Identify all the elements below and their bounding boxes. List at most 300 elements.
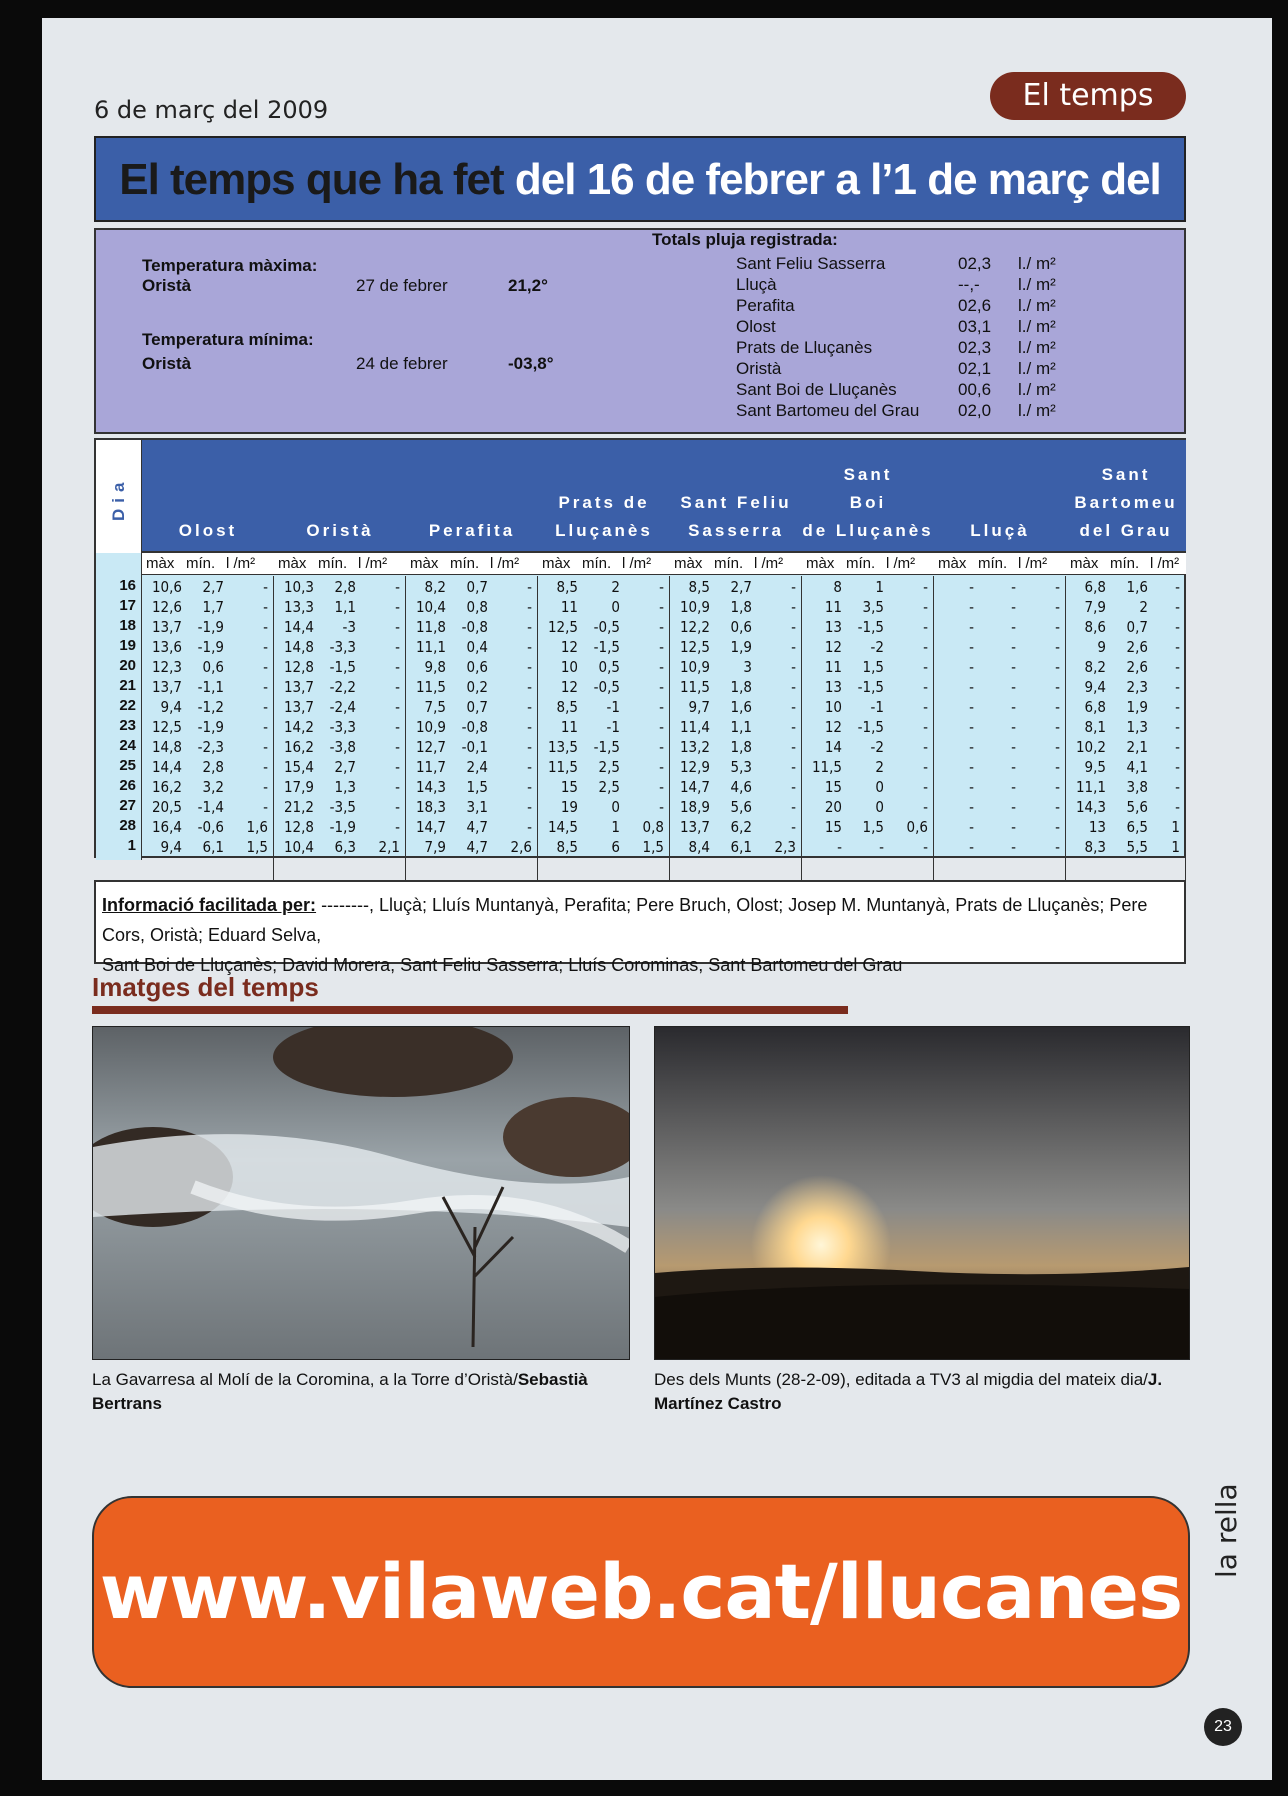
table-cell: - xyxy=(659,698,664,716)
table-cell: 4,6 xyxy=(730,778,752,796)
table-cell: - xyxy=(1055,578,1060,596)
table-cell: - xyxy=(1175,778,1180,796)
table-cell: 2,1 xyxy=(378,838,400,856)
page-number: 23 xyxy=(1204,1708,1242,1746)
table-cell: - xyxy=(1175,638,1180,656)
table-cell: - xyxy=(527,598,532,616)
table-cell: 13,5 xyxy=(547,738,578,756)
table-cell: - xyxy=(1011,618,1016,636)
table-cell: 12,7 xyxy=(415,738,446,756)
table-cell: 10,6 xyxy=(151,578,182,596)
table-cell: - xyxy=(263,598,268,616)
table-cell: 6 xyxy=(611,838,620,856)
table-cell: 9 xyxy=(1097,638,1106,656)
table-cell: 10,9 xyxy=(415,718,446,736)
table-cell: - xyxy=(395,638,400,656)
table-cell: 9,4 xyxy=(160,838,182,856)
table-row xyxy=(142,698,1186,719)
table-cell: 13,7 xyxy=(283,698,314,716)
subheader-label: màx xyxy=(806,555,835,572)
table-cell: 0 xyxy=(611,598,620,616)
table-row xyxy=(142,718,1186,739)
table-cell: 13,3 xyxy=(283,598,314,616)
station-header-row xyxy=(142,440,1186,553)
table-cell: - xyxy=(969,698,974,716)
day-label: 22 xyxy=(119,697,136,714)
table-cell: 8 xyxy=(833,578,842,596)
table-cell: 11 xyxy=(560,598,578,616)
table-cell: 0,6 xyxy=(466,658,488,676)
table-cell: 0,8 xyxy=(642,818,664,836)
table-cell: - xyxy=(1055,818,1060,836)
table-cell: 6,8 xyxy=(1084,698,1106,716)
table-cell: 5,5 xyxy=(1126,838,1148,856)
table-cell: 11,5 xyxy=(679,678,710,696)
table-cell: -1,5 xyxy=(857,718,884,736)
table-cell: - xyxy=(1055,738,1060,756)
table-cell: 14,3 xyxy=(415,778,446,796)
table-cell: 1,5 xyxy=(642,838,664,856)
table-cell: 1,8 xyxy=(730,738,752,756)
table-row xyxy=(142,758,1186,779)
table-cell: 11,5 xyxy=(811,758,842,776)
table-cell: - xyxy=(659,678,664,696)
table-row xyxy=(142,618,1186,639)
table-cell: 2 xyxy=(1139,598,1148,616)
table-cell: 13 xyxy=(824,618,842,636)
table-cell: 1,6 xyxy=(246,818,268,836)
left-caption-credit: Sebastià Bertrans xyxy=(92,1370,588,1413)
table-cell: - xyxy=(527,578,532,596)
table-cell: - xyxy=(527,818,532,836)
rain-row xyxy=(736,359,1256,380)
table-cell: - xyxy=(527,798,532,816)
rain-row xyxy=(736,317,1256,338)
table-cell: 2,8 xyxy=(334,578,356,596)
day-label: 24 xyxy=(119,737,136,754)
table-cell: 21,2 xyxy=(283,798,314,816)
subheader-label: mín. xyxy=(186,555,216,572)
subheader-label: l /m² xyxy=(490,555,520,572)
table-cell: - xyxy=(923,778,928,796)
table-cell: 0,4 xyxy=(466,638,488,656)
table-cell: - xyxy=(659,718,664,736)
table-cell: 2,5 xyxy=(598,758,620,776)
table-cell: 1,6 xyxy=(730,698,752,716)
info-line2: Sant Boi de Lluçanès; David Morera, Sant Feliu Sasserra; Lluís Corominas, Sant Bartomeu del Grau xyxy=(102,955,903,975)
table-cell: - xyxy=(969,758,974,776)
table-cell: 6,1 xyxy=(730,838,752,856)
table-row xyxy=(142,638,1186,659)
rain-unit: l./ m² xyxy=(1018,317,1056,336)
table-cell: 4,7 xyxy=(466,838,488,856)
rain-place: Perafita xyxy=(736,296,795,315)
table-cell: - xyxy=(263,578,268,596)
max-temp-place: Oristà xyxy=(142,276,192,295)
table-cell: - xyxy=(1011,718,1016,736)
table-cell: 14,4 xyxy=(283,618,314,636)
max-temp-date: 27 de febrer xyxy=(356,276,448,295)
table-cell: - xyxy=(1011,738,1016,756)
table-cell: 0,7 xyxy=(466,578,488,596)
dia-header xyxy=(96,440,142,553)
day-label: 19 xyxy=(119,637,136,654)
station-name: Lluçà xyxy=(970,521,1030,540)
right-caption-credit: J. Martínez Castro xyxy=(654,1370,1163,1413)
table-row xyxy=(142,838,1186,859)
table-cell: 2,5 xyxy=(598,778,620,796)
table-cell: - xyxy=(659,738,664,756)
max-temp-label: Temperatura màxima: xyxy=(142,256,318,275)
rain-place: Sant Boi de Lluçanès xyxy=(736,380,897,399)
table-cell: 1,5 xyxy=(862,658,884,676)
table-cell: - xyxy=(659,778,664,796)
table-cell: - xyxy=(791,818,796,836)
table-cell: - xyxy=(923,698,928,716)
table-cell: 12 xyxy=(824,718,842,736)
table-cell: - xyxy=(527,678,532,696)
weather-table xyxy=(94,438,1186,858)
rain-row xyxy=(736,254,1256,275)
table-cell: 14,7 xyxy=(679,778,710,796)
table-cell: - xyxy=(1011,678,1016,696)
page-title xyxy=(94,136,1186,222)
rain-place: Sant Feliu Sasserra xyxy=(736,254,886,273)
summary-box xyxy=(94,228,1186,434)
info-line1: --------, Lluçà; Lluís Muntanyà, Perafita; Pere Bruch, Olost; Josep M. Muntanyà, Prats de Lluçanès; Pere Cors, Oristà; Eduard Selva, xyxy=(102,895,1148,945)
table-row xyxy=(142,678,1186,699)
table-cell: 11 xyxy=(824,658,842,676)
table-cell: - xyxy=(1011,758,1016,776)
table-cell: 0 xyxy=(875,778,884,796)
table-cell: 11,1 xyxy=(1075,778,1106,796)
table-cell: - xyxy=(969,658,974,676)
table-cell: -1,9 xyxy=(197,638,224,656)
table-cell: - xyxy=(969,838,974,856)
table-cell: 18,9 xyxy=(679,798,710,816)
table-cell: - xyxy=(969,638,974,656)
table-cell: 19 xyxy=(560,798,578,816)
table-cell: - xyxy=(1011,578,1016,596)
table-cell: -3,8 xyxy=(329,738,356,756)
table-cell: 13 xyxy=(824,678,842,696)
table-cell: -1 xyxy=(606,698,620,716)
table-cell: 10,9 xyxy=(679,598,710,616)
table-cell: - xyxy=(923,718,928,736)
rain-value: 02,0 xyxy=(958,401,992,420)
table-cell: 13,7 xyxy=(151,618,182,636)
table-cell: 2,7 xyxy=(334,758,356,776)
info-box xyxy=(94,880,1186,975)
table-cell: - xyxy=(263,638,268,656)
right-caption-text: Des dels Munts (28-2-09), editada a TV3 al migdia del mateix dia/ xyxy=(654,1370,1148,1389)
table-cell: - xyxy=(395,798,400,816)
left-caption-text: La Gavarresa al Molí de la Coromina, a la Torre d’Oristà/ xyxy=(92,1370,518,1389)
table-cell: - xyxy=(395,678,400,696)
rain-unit: l./ m² xyxy=(1018,338,1056,357)
table-cell: 14,8 xyxy=(283,638,314,656)
rain-unit: l./ m² xyxy=(1018,359,1056,378)
table-cell: 4,7 xyxy=(466,818,488,836)
table-cell: - xyxy=(923,658,928,676)
station-name: Perafita xyxy=(428,521,516,540)
table-cell: 3,1 xyxy=(466,798,488,816)
table-cell: 1,7 xyxy=(202,598,224,616)
day-column xyxy=(96,553,142,860)
table-cell: - xyxy=(1011,698,1016,716)
table-cell: 12,5 xyxy=(151,718,182,736)
table-cell: 1,3 xyxy=(1126,718,1148,736)
table-cell: -2,3 xyxy=(197,738,224,756)
table-cell: - xyxy=(969,738,974,756)
table-row xyxy=(142,598,1186,619)
table-cell: 7,9 xyxy=(424,838,446,856)
table-cell: 5,6 xyxy=(730,798,752,816)
table-cell: 8,6 xyxy=(1084,618,1106,636)
table-cell: - xyxy=(1055,698,1060,716)
rain-title: Totals pluja registrada: xyxy=(652,230,838,249)
rain-value: 02,3 xyxy=(958,338,992,357)
table-cell: 0,6 xyxy=(202,658,224,676)
table-cell: 0,6 xyxy=(906,818,928,836)
table-cell: - xyxy=(263,798,268,816)
table-cell: 3,8 xyxy=(1126,778,1148,796)
table-cell: - xyxy=(1011,778,1016,796)
rain-value: 02,3 xyxy=(958,254,992,273)
rain-value: 00,6 xyxy=(958,380,992,399)
table-cell: - xyxy=(395,618,400,636)
table-row xyxy=(142,738,1186,759)
table-cell: - xyxy=(527,778,532,796)
table-cell: 11,7 xyxy=(415,758,446,776)
table-cell: 1 xyxy=(1171,838,1180,856)
day-label: 20 xyxy=(119,657,136,674)
section-rule xyxy=(92,1006,848,1014)
subheader-label: mín. xyxy=(450,555,480,572)
table-cell: 15,4 xyxy=(283,758,314,776)
table-cell: 3,5 xyxy=(862,598,884,616)
table-cell: -1,5 xyxy=(857,678,884,696)
table-cell: 12,6 xyxy=(151,598,182,616)
table-cell: - xyxy=(395,778,400,796)
table-cell: - xyxy=(1175,578,1180,596)
table-cell: - xyxy=(263,758,268,776)
table-cell: 10,4 xyxy=(415,598,446,616)
rain-value: --,- xyxy=(958,275,980,294)
table-cell: - xyxy=(923,638,928,656)
min-temp-place: Oristà xyxy=(142,354,192,373)
table-cell: 1 xyxy=(611,818,620,836)
table-cell: 1,8 xyxy=(730,598,752,616)
day-label: 17 xyxy=(119,597,136,614)
table-cell: 10,2 xyxy=(1075,738,1106,756)
table-cell: - xyxy=(969,818,974,836)
table-cell: - xyxy=(1011,598,1016,616)
table-cell: - xyxy=(659,618,664,636)
table-cell: 15 xyxy=(824,818,842,836)
table-cell: 10 xyxy=(560,658,578,676)
table-cell: -1,1 xyxy=(197,678,224,696)
table-cell: 11,4 xyxy=(679,718,710,736)
table-cell: - xyxy=(923,618,928,636)
table-cell: - xyxy=(837,838,842,856)
subheader-label: l /m² xyxy=(226,555,256,572)
table-cell: - xyxy=(659,598,664,616)
table-cell: - xyxy=(969,718,974,736)
table-cell: - xyxy=(1175,698,1180,716)
table-cell: 9,5 xyxy=(1084,758,1106,776)
table-cell: 1,1 xyxy=(730,718,752,736)
table-cell: - xyxy=(923,838,928,856)
title-dark-part: El temps que ha fet xyxy=(119,155,504,204)
table-cell: -1,5 xyxy=(329,658,356,676)
table-cell: 2,8 xyxy=(202,758,224,776)
subheader-label: mín. xyxy=(714,555,744,572)
table-cell: 12 xyxy=(560,638,578,656)
table-cell: 0,7 xyxy=(1126,618,1148,636)
subheader-label: mín. xyxy=(1110,555,1140,572)
table-cell: - xyxy=(1055,838,1060,856)
rain-place: Prats de Lluçanès xyxy=(736,338,873,357)
table-cell: 14,2 xyxy=(283,718,314,736)
table-cell: 2,4 xyxy=(466,758,488,776)
right-caption xyxy=(654,1368,1190,1416)
station-name: Sant Bartomeu del Grau xyxy=(1074,465,1178,540)
table-cell: - xyxy=(791,598,796,616)
table-cell: -1,4 xyxy=(197,798,224,816)
table-cell: - xyxy=(791,618,796,636)
station-name: Sant Boi de Lluçanès xyxy=(802,465,934,540)
table-cell: - xyxy=(969,618,974,636)
table-cell: - xyxy=(263,698,268,716)
min-temp-date: 24 de febrer xyxy=(356,354,448,373)
table-cell: 7,9 xyxy=(1084,598,1106,616)
table-cell: 6,8 xyxy=(1084,578,1106,596)
table-cell: -3,5 xyxy=(329,798,356,816)
rain-place: Oristà xyxy=(736,359,782,378)
subheader-label: mín. xyxy=(846,555,876,572)
table-cell: 20 xyxy=(824,798,842,816)
table-cell: 0 xyxy=(611,798,620,816)
table-cell: 10,3 xyxy=(283,578,314,596)
table-cell: - xyxy=(527,718,532,736)
table-cell: -1 xyxy=(606,718,620,736)
table-cell: - xyxy=(659,658,664,676)
table-cell: -1,5 xyxy=(593,738,620,756)
table-cell: 3,2 xyxy=(202,778,224,796)
table-cell: 14 xyxy=(824,738,842,756)
table-cell: - xyxy=(1011,658,1016,676)
table-cell: 14,7 xyxy=(415,818,446,836)
rain-row xyxy=(736,401,1256,422)
website-ad-link[interactable]: www.vilaweb.cat/llucanes xyxy=(92,1496,1190,1688)
table-cell: 1,8 xyxy=(730,678,752,696)
table-cell: 6,1 xyxy=(202,838,224,856)
table-cell: 1,9 xyxy=(1126,698,1148,716)
table-cell: - xyxy=(1055,598,1060,616)
section-badge: El temps xyxy=(990,72,1186,120)
table-cell: - xyxy=(791,678,796,696)
rain-unit: l./ m² xyxy=(1018,380,1056,399)
rain-list xyxy=(736,254,1176,434)
table-cell: 8,5 xyxy=(556,578,578,596)
table-row xyxy=(142,778,1186,799)
table-cell: 2,3 xyxy=(1126,678,1148,696)
day-label: 27 xyxy=(119,797,136,814)
table-cell: - xyxy=(1055,678,1060,696)
table-cell: 1,6 xyxy=(1126,578,1148,596)
table-cell: 2,6 xyxy=(1126,658,1148,676)
table-cell: -2 xyxy=(870,638,884,656)
table-cell: - xyxy=(527,738,532,756)
table-cell: 2,6 xyxy=(510,838,532,856)
min-temp-label: Temperatura mínima: xyxy=(142,330,314,349)
rain-row xyxy=(736,338,1256,359)
table-cell: - xyxy=(659,578,664,596)
table-cell: 6,3 xyxy=(334,838,356,856)
table-cell: - xyxy=(1011,818,1016,836)
table-cell: 1,1 xyxy=(334,598,356,616)
subheader-label: màx xyxy=(674,555,703,572)
info-label: Informació facilitada per: xyxy=(102,895,317,915)
subheader-label: l /m² xyxy=(1018,555,1048,572)
table-cell: - xyxy=(791,798,796,816)
table-cell: - xyxy=(527,698,532,716)
table-cell: - xyxy=(1011,838,1016,856)
table-cell: 11,1 xyxy=(415,638,446,656)
table-cell: 16,2 xyxy=(283,738,314,756)
subheader-label: mín. xyxy=(978,555,1008,572)
table-cell: - xyxy=(1055,758,1060,776)
subheader-label: màx xyxy=(542,555,571,572)
table-cell: - xyxy=(1175,758,1180,776)
table-cell: - xyxy=(969,778,974,796)
subheader-label: màx xyxy=(278,555,307,572)
table-cell: 14,8 xyxy=(151,738,182,756)
rain-unit: l./ m² xyxy=(1018,275,1056,294)
table-cell: - xyxy=(791,658,796,676)
table-cell: - xyxy=(1055,658,1060,676)
station-name: Oristà xyxy=(306,521,374,540)
table-cell: - xyxy=(923,738,928,756)
subheader-label: màx xyxy=(1070,555,1099,572)
subheader-label: l /m² xyxy=(754,555,784,572)
table-cell: 0,8 xyxy=(466,598,488,616)
table-cell: - xyxy=(1055,718,1060,736)
table-cell: 17,9 xyxy=(283,778,314,796)
rain-place: Lluçà xyxy=(736,275,777,294)
table-cell: - xyxy=(791,578,796,596)
table-cell: 8,5 xyxy=(688,578,710,596)
table-cell: -2,4 xyxy=(329,698,356,716)
table-cell: - xyxy=(791,718,796,736)
table-cell: 20,5 xyxy=(151,798,182,816)
table-cell: -0,5 xyxy=(593,618,620,636)
table-cell: 13,7 xyxy=(679,818,710,836)
table-cell: 13,6 xyxy=(151,638,182,656)
table-cell: 1,9 xyxy=(730,638,752,656)
table-cell: -1,9 xyxy=(197,618,224,636)
subheader-label: màx xyxy=(410,555,439,572)
table-cell: 5,3 xyxy=(730,758,752,776)
table-row xyxy=(142,658,1186,679)
table-cell: 8,1 xyxy=(1084,718,1106,736)
table-cell: 13 xyxy=(1088,818,1106,836)
table-cell: 0,7 xyxy=(466,698,488,716)
table-cell: 15 xyxy=(824,778,842,796)
table-cell: - xyxy=(923,678,928,696)
table-cell: 11,5 xyxy=(547,758,578,776)
